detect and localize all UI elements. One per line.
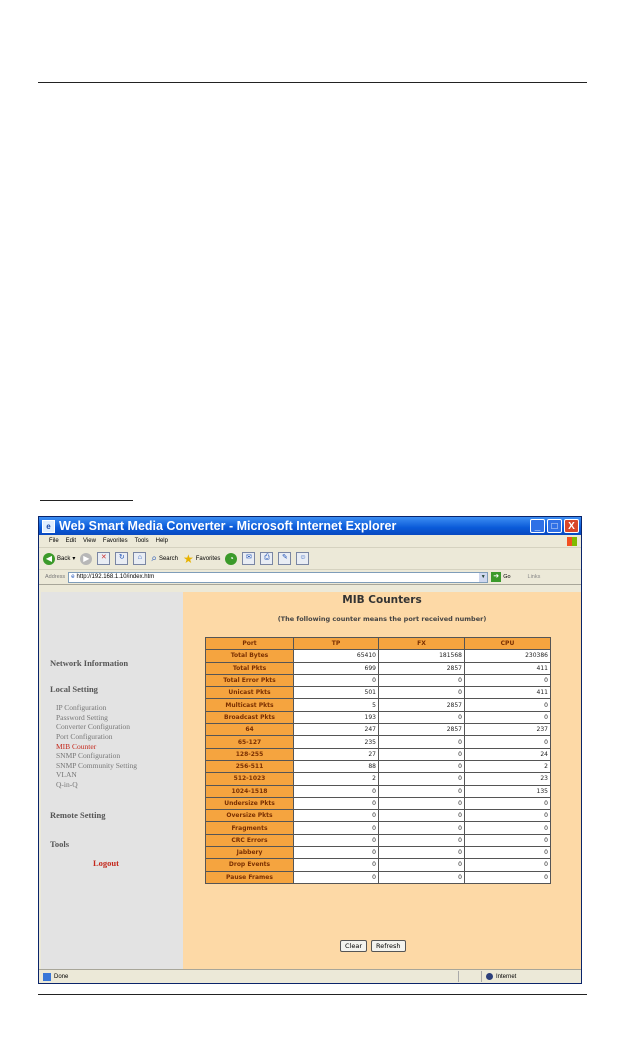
- go-arrow-icon: ➜: [491, 572, 501, 582]
- table-row: [206, 785, 551, 797]
- short-underline: [40, 500, 133, 501]
- counter-value: 23: [465, 773, 551, 785]
- counter-value: 0: [465, 822, 551, 834]
- counter-value: 0: [465, 810, 551, 822]
- refresh-icon[interactable]: ↻: [115, 552, 128, 565]
- counter-value: 0: [465, 797, 551, 809]
- status-separator: [458, 971, 481, 982]
- counter-value: 0: [465, 834, 551, 846]
- page-title: MIB Counters: [342, 594, 422, 606]
- counter-value: 0: [294, 871, 379, 883]
- counter-value: 5: [294, 699, 379, 711]
- counter-value: 0: [379, 847, 465, 859]
- counter-value: 0: [294, 834, 379, 846]
- page-content: [41, 592, 581, 970]
- table-row: [206, 773, 551, 785]
- row-label: 64: [206, 724, 294, 736]
- sidebar-item-snmp-community-setting[interactable]: SNMP Community Setting: [56, 761, 137, 770]
- counter-value: 0: [379, 810, 465, 822]
- zone-text: Internet: [496, 973, 517, 980]
- counter-value: 411: [465, 662, 551, 674]
- table-header-row: [206, 638, 551, 650]
- counter-value: 0: [294, 859, 379, 871]
- back-button[interactable]: [43, 553, 75, 565]
- page-status-icon: [43, 973, 51, 981]
- sidebar-item-port-configuration[interactable]: Port Configuration: [56, 732, 113, 741]
- counter-value: 699: [294, 662, 379, 674]
- row-label: Multicast Pkts: [206, 699, 294, 711]
- table-row: [206, 834, 551, 846]
- row-label: Pause Frames: [206, 871, 294, 883]
- counter-value: 237: [465, 724, 551, 736]
- ie-icon: e: [42, 520, 55, 533]
- counter-value: 2: [294, 773, 379, 785]
- row-label: Total Bytes: [206, 650, 294, 662]
- close-button[interactable]: X: [564, 519, 579, 533]
- counter-value: 235: [294, 736, 379, 748]
- counter-value: 0: [379, 687, 465, 699]
- bottom-rule: [38, 994, 587, 995]
- counter-value: 2857: [379, 724, 465, 736]
- edit-icon[interactable]: ✎: [278, 552, 291, 565]
- globe-icon: [486, 973, 493, 980]
- favorites-label: Favorites: [195, 555, 221, 562]
- counter-value: 0: [465, 736, 551, 748]
- star-icon: ★: [182, 551, 194, 566]
- security-zone: [481, 971, 581, 982]
- back-dropdown-icon[interactable]: ▾: [72, 556, 76, 562]
- refresh-button[interactable]: Refresh: [371, 940, 406, 952]
- counter-value: 135: [465, 785, 551, 797]
- go-label: Go: [503, 574, 511, 580]
- address-dropdown-icon[interactable]: ▼: [480, 573, 486, 580]
- counter-value: 0: [379, 674, 465, 686]
- back-arrow-icon: ◀: [43, 553, 55, 565]
- page-subtitle: (The following counter means the port received number): [277, 615, 487, 623]
- sidebar-item-password-setting[interactable]: Password Setting: [56, 713, 108, 722]
- counter-value: 0: [379, 871, 465, 883]
- table-row: [206, 687, 551, 699]
- counter-value: 0: [379, 834, 465, 846]
- sidebar-network-information[interactable]: Network Information: [50, 658, 129, 668]
- table-row: [206, 699, 551, 711]
- counter-value: 0: [379, 785, 465, 797]
- title-bar[interactable]: [39, 517, 581, 535]
- search-icon: ⌕: [151, 553, 157, 564]
- counter-value: 0: [465, 674, 551, 686]
- back-label: Back: [57, 555, 71, 562]
- sidebar-local-setting[interactable]: Local Setting: [50, 684, 98, 694]
- counter-value: 0: [294, 810, 379, 822]
- mail-icon[interactable]: ✉: [242, 552, 255, 565]
- row-label: Jabbery: [206, 847, 294, 859]
- table-row: [206, 711, 551, 723]
- row-label: Oversize Pkts: [206, 810, 294, 822]
- main-panel: [183, 592, 581, 970]
- counter-value: 0: [379, 822, 465, 834]
- page-icon: e: [71, 574, 75, 580]
- row-label: Fragments: [206, 822, 294, 834]
- counter-value: 0: [465, 699, 551, 711]
- action-buttons: [340, 940, 406, 952]
- address-label: Address: [45, 574, 66, 580]
- counter-value: 0: [465, 859, 551, 871]
- table-row: [206, 662, 551, 674]
- home-icon[interactable]: ⌂: [133, 552, 146, 565]
- address-url: http://192.168.1.10/index.htm: [76, 574, 155, 580]
- table-row: [206, 847, 551, 859]
- table-row: [206, 760, 551, 772]
- counter-value: 181568: [379, 650, 465, 662]
- counter-value: 0: [379, 797, 465, 809]
- counter-value: 0: [379, 748, 465, 760]
- maximize-button[interactable]: □: [547, 519, 562, 533]
- sidebar-item-converter-configuration[interactable]: Converter Configuration: [56, 722, 130, 731]
- counter-value: 247: [294, 724, 379, 736]
- sidebar-item-snmp-configuration[interactable]: SNMP Configuration: [56, 751, 121, 760]
- table-body: [206, 650, 551, 884]
- table-row: [206, 736, 551, 748]
- minimize-button[interactable]: _: [530, 519, 545, 533]
- stop-icon[interactable]: ✕: [97, 552, 110, 565]
- messenger-icon[interactable]: ☺: [296, 552, 309, 565]
- row-label: 128-255: [206, 748, 294, 760]
- sidebar-item-q-in-q[interactable]: Q-in-Q: [56, 780, 78, 789]
- favorites-button[interactable]: [183, 552, 220, 566]
- counter-value: 0: [294, 847, 379, 859]
- counter-value: 0: [294, 674, 379, 686]
- counter-value: 0: [294, 797, 379, 809]
- sidebar-item-ip-configuration[interactable]: IP Configuration: [56, 703, 107, 712]
- counter-value: 24: [465, 748, 551, 760]
- search-button[interactable]: [151, 553, 178, 564]
- sidebar: [41, 592, 183, 970]
- row-label: Total Error Pkts: [206, 674, 294, 686]
- row-label: Undersize Pkts: [206, 797, 294, 809]
- counter-value: 193: [294, 711, 379, 723]
- browser-window: [38, 516, 582, 984]
- menu-view[interactable]: View: [83, 538, 96, 544]
- counter-value: 0: [465, 847, 551, 859]
- counter-value: 2857: [379, 662, 465, 674]
- row-label: CRC Errors: [206, 834, 294, 846]
- counter-value: 501: [294, 687, 379, 699]
- column-header-cpu: CPU: [465, 638, 551, 650]
- table-row: [206, 650, 551, 662]
- table-row: [206, 748, 551, 760]
- counter-value: 0: [294, 822, 379, 834]
- address-input[interactable]: [68, 572, 488, 583]
- counter-value: 0: [465, 871, 551, 883]
- counter-value: 0: [379, 773, 465, 785]
- menu-help[interactable]: Help: [155, 538, 168, 544]
- row-label: Total Pkts: [206, 662, 294, 674]
- menu-favorites[interactable]: Favorites: [102, 538, 128, 544]
- table-row: [206, 810, 551, 822]
- logout-link[interactable]: Logout: [93, 858, 119, 868]
- top-rule: [38, 82, 587, 83]
- counter-value: 0: [465, 711, 551, 723]
- clear-button[interactable]: Clear: [340, 940, 367, 952]
- toolbar: [39, 548, 581, 570]
- column-header-port: Port: [206, 638, 294, 650]
- counter-value: 88: [294, 760, 379, 772]
- windows-logo-icon: [567, 537, 577, 546]
- row-label: 512-1023: [206, 773, 294, 785]
- counter-value: 0: [294, 785, 379, 797]
- menu-tools[interactable]: Tools: [134, 538, 149, 544]
- counter-value: 0: [379, 760, 465, 772]
- counter-value: 2857: [379, 699, 465, 711]
- row-label: 1024-1518: [206, 785, 294, 797]
- counter-value: 230386: [465, 650, 551, 662]
- row-label: 65-127: [206, 736, 294, 748]
- menu-bar: [39, 535, 581, 548]
- status-bar: [39, 969, 581, 983]
- status-text: Done: [54, 973, 69, 980]
- window-title: Web Smart Media Converter - Microsoft Internet Explorer: [59, 519, 397, 533]
- column-header-tp: TP: [294, 638, 379, 650]
- counter-value: 65410: [294, 650, 379, 662]
- sidebar-item-mib-counter[interactable]: MIB Counter: [56, 742, 97, 751]
- counter-value: 411: [465, 687, 551, 699]
- row-label: Unicast Pkts: [206, 687, 294, 699]
- menu-edit[interactable]: Edit: [65, 538, 77, 544]
- table-row: [206, 797, 551, 809]
- sidebar-item-vlan[interactable]: VLAN: [56, 770, 77, 779]
- table-row: [206, 871, 551, 883]
- mib-counter-table: [205, 637, 551, 884]
- counter-value: 27: [294, 748, 379, 760]
- address-bar: [39, 570, 581, 585]
- links-button[interactable]: Links: [527, 574, 541, 580]
- table-row: [206, 724, 551, 736]
- go-button[interactable]: [491, 572, 510, 582]
- table-row: [206, 859, 551, 871]
- menu-file[interactable]: File: [49, 538, 59, 544]
- status-left: [39, 973, 458, 981]
- counter-value: 0: [379, 859, 465, 871]
- search-label: Search: [158, 555, 178, 562]
- sidebar-remote-setting[interactable]: Remote Setting: [50, 810, 106, 820]
- table-row: [206, 822, 551, 834]
- column-header-fx: FX: [379, 638, 465, 650]
- counter-value: 2: [465, 760, 551, 772]
- row-label: Drop Events: [206, 859, 294, 871]
- table-row: [206, 674, 551, 686]
- row-label: Broadcast Pkts: [206, 711, 294, 723]
- sidebar-tools[interactable]: Tools: [50, 839, 70, 849]
- history-icon[interactable]: ◔: [225, 553, 237, 565]
- print-icon[interactable]: ⎙: [260, 552, 273, 565]
- counter-value: 0: [379, 711, 465, 723]
- row-label: 256-511: [206, 760, 294, 772]
- counter-value: 0: [379, 736, 465, 748]
- forward-button[interactable]: ▶: [80, 553, 92, 565]
